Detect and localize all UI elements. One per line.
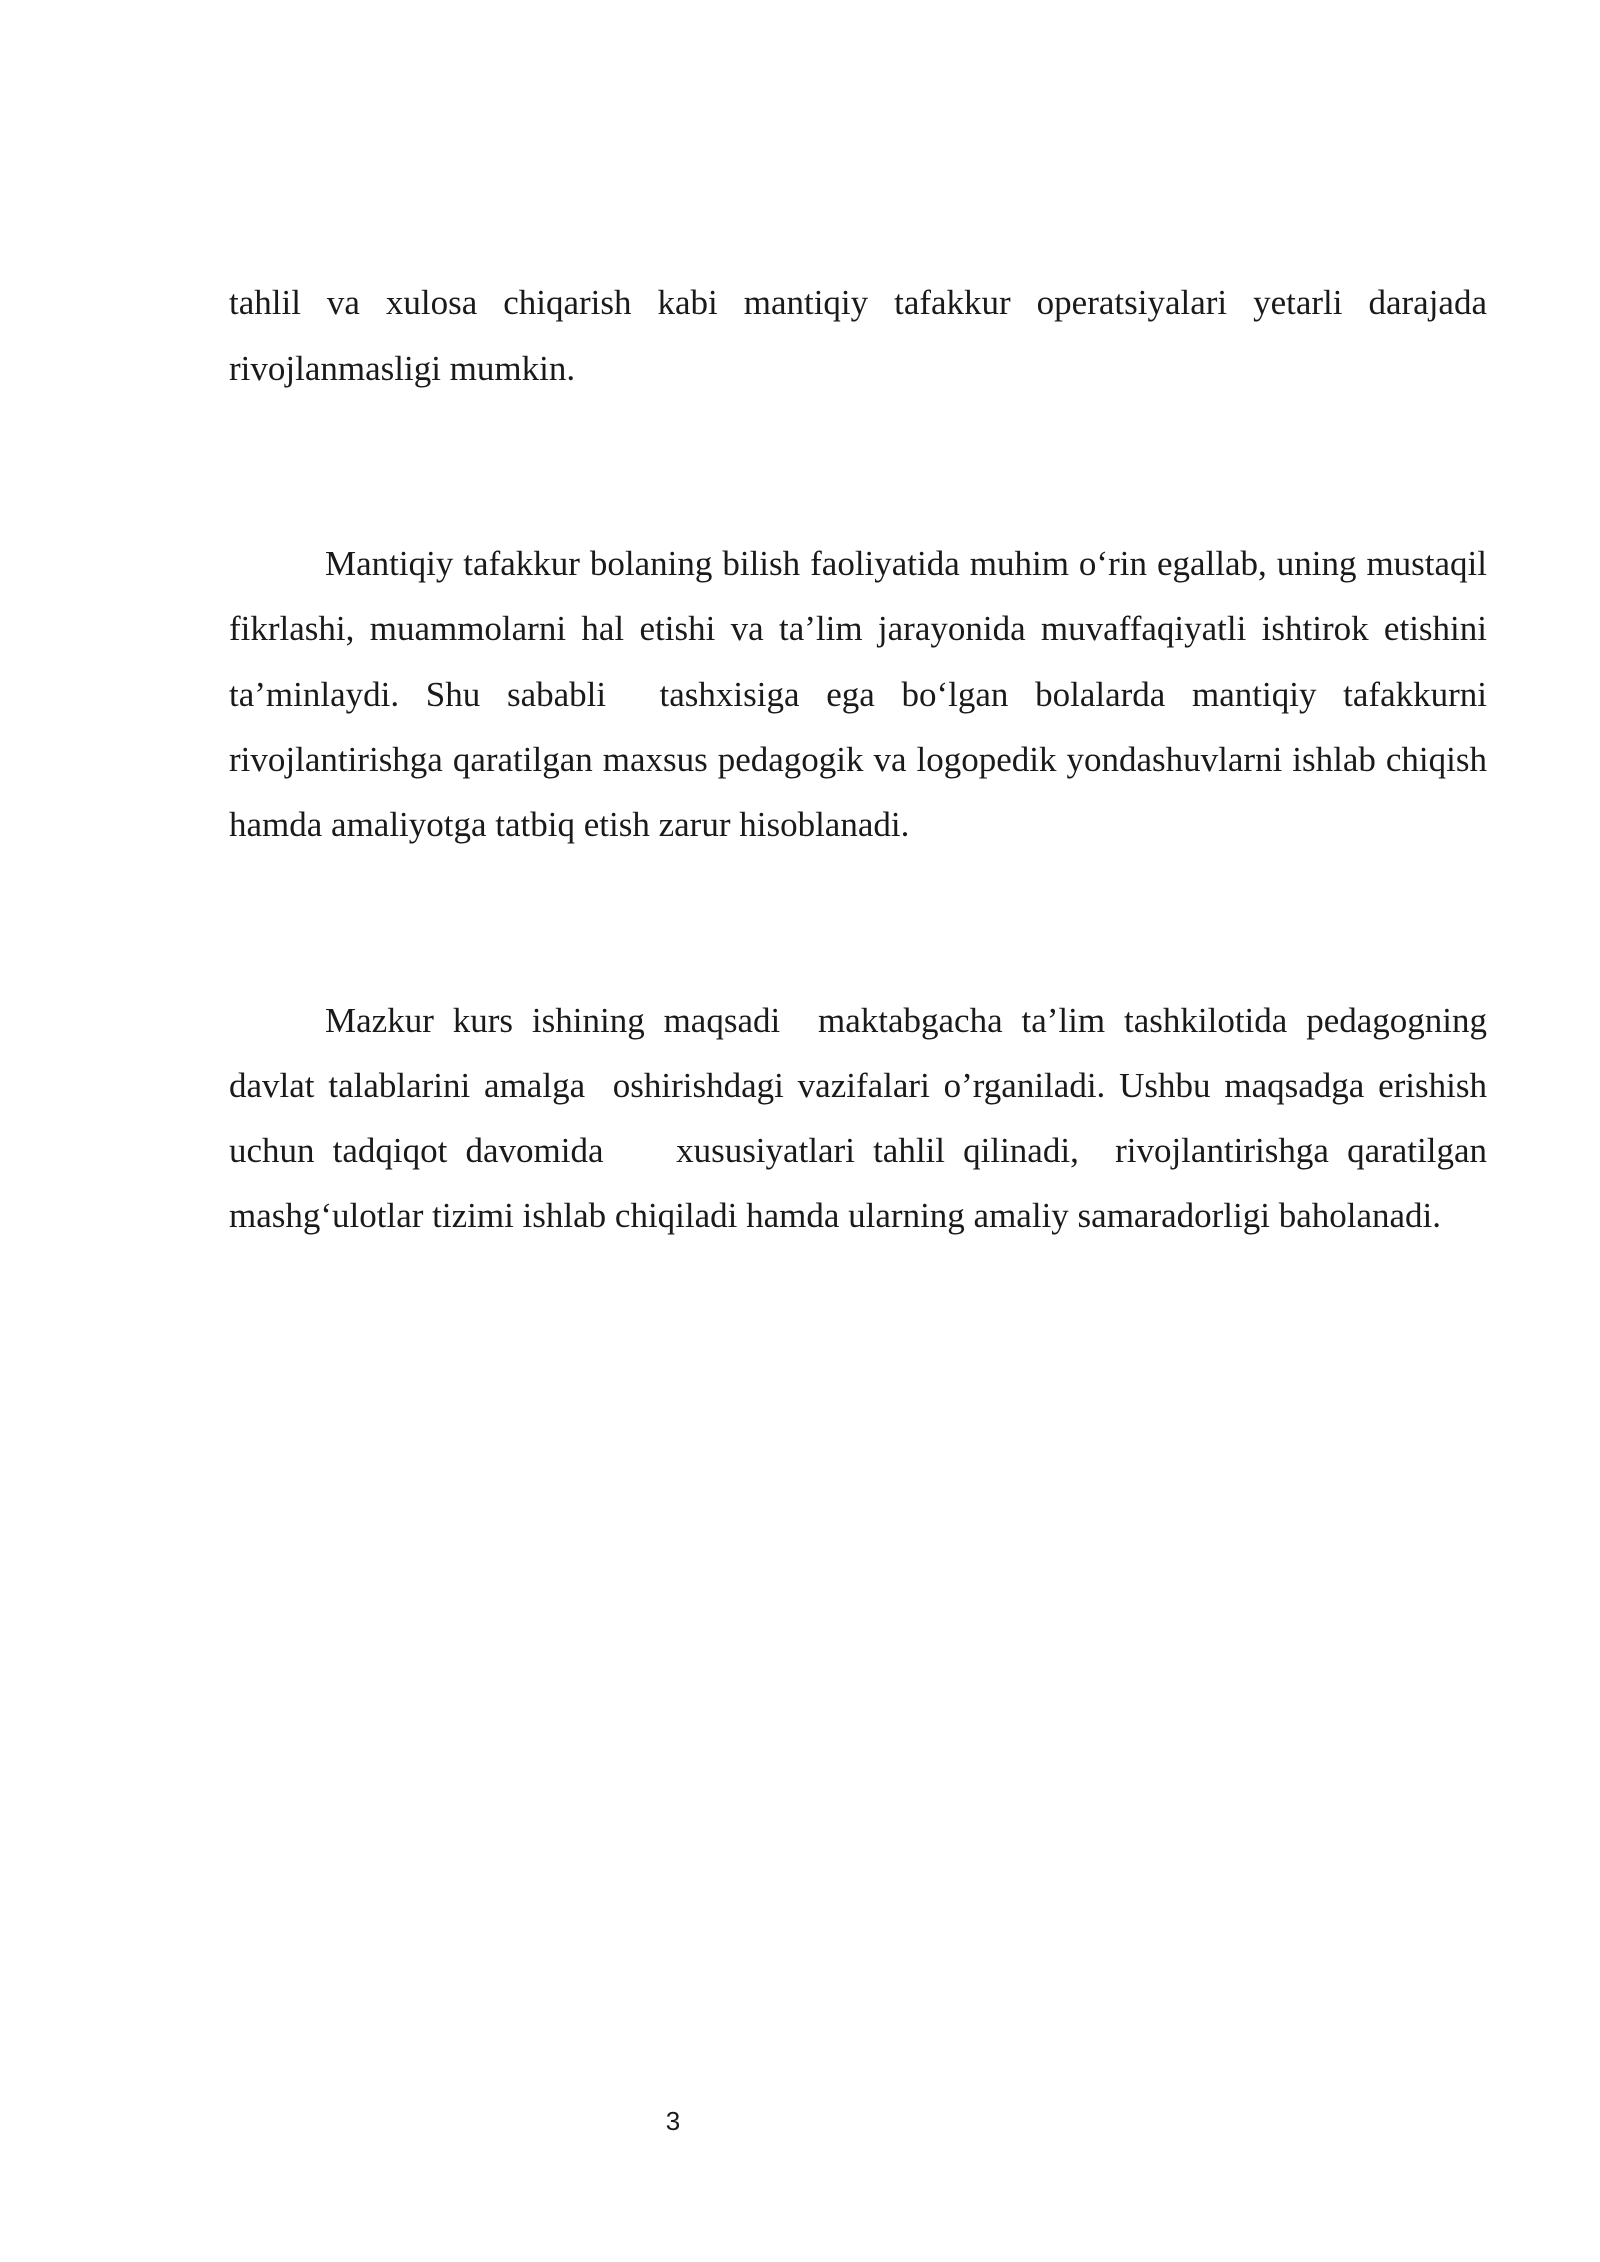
paragraph-continuation: tahlil va xulosa chiqarish kabi mantiqiy tafakkur operatsiyalari yetarli darajada rivojlanmasligi mumkin. bbox=[229, 283, 1496, 388]
paragraph-logical-thinking: Mantiqiy tafakkur bolaning bilish faoliyatida muhim o‘rin egallab, uning mustaqil fikrlashi, muammolarni hal etishi va ta’lim jarayonida muvaffaqiyatli ishtirok etishini ta’minlaydi. Shu sababli tashxisiga ega bo‘lgan bolalarda mantiqiy tafakkurni rivojlantirishga qaratilgan maxsus pedagogik va logopedik yondashuvlarni ishlab chiqish hamda amaliyotga tatbiq etish zarur hisoblanadi. bbox=[229, 544, 1496, 845]
paragraph-course-goal: Mazkur kurs ishining maqsadi maktabgacha ta’lim tashkilotida pedagogning davlat talablarini amalga oshirishdagi vazifalari o’rganiladi. Ushbu maqsadga erishish uchun tadqiqot davomida xususiyatlari tahlil qilinadi, rivojlantirishga qaratilgan mashg‘ulotlar tizimi ishlab chiqiladi hamda ularning amaliy samaradorligi baholanadi. bbox=[229, 1000, 1496, 1236]
body-text bbox=[229, 140, 1496, 1379]
page-number: 3 bbox=[665, 2106, 681, 2136]
